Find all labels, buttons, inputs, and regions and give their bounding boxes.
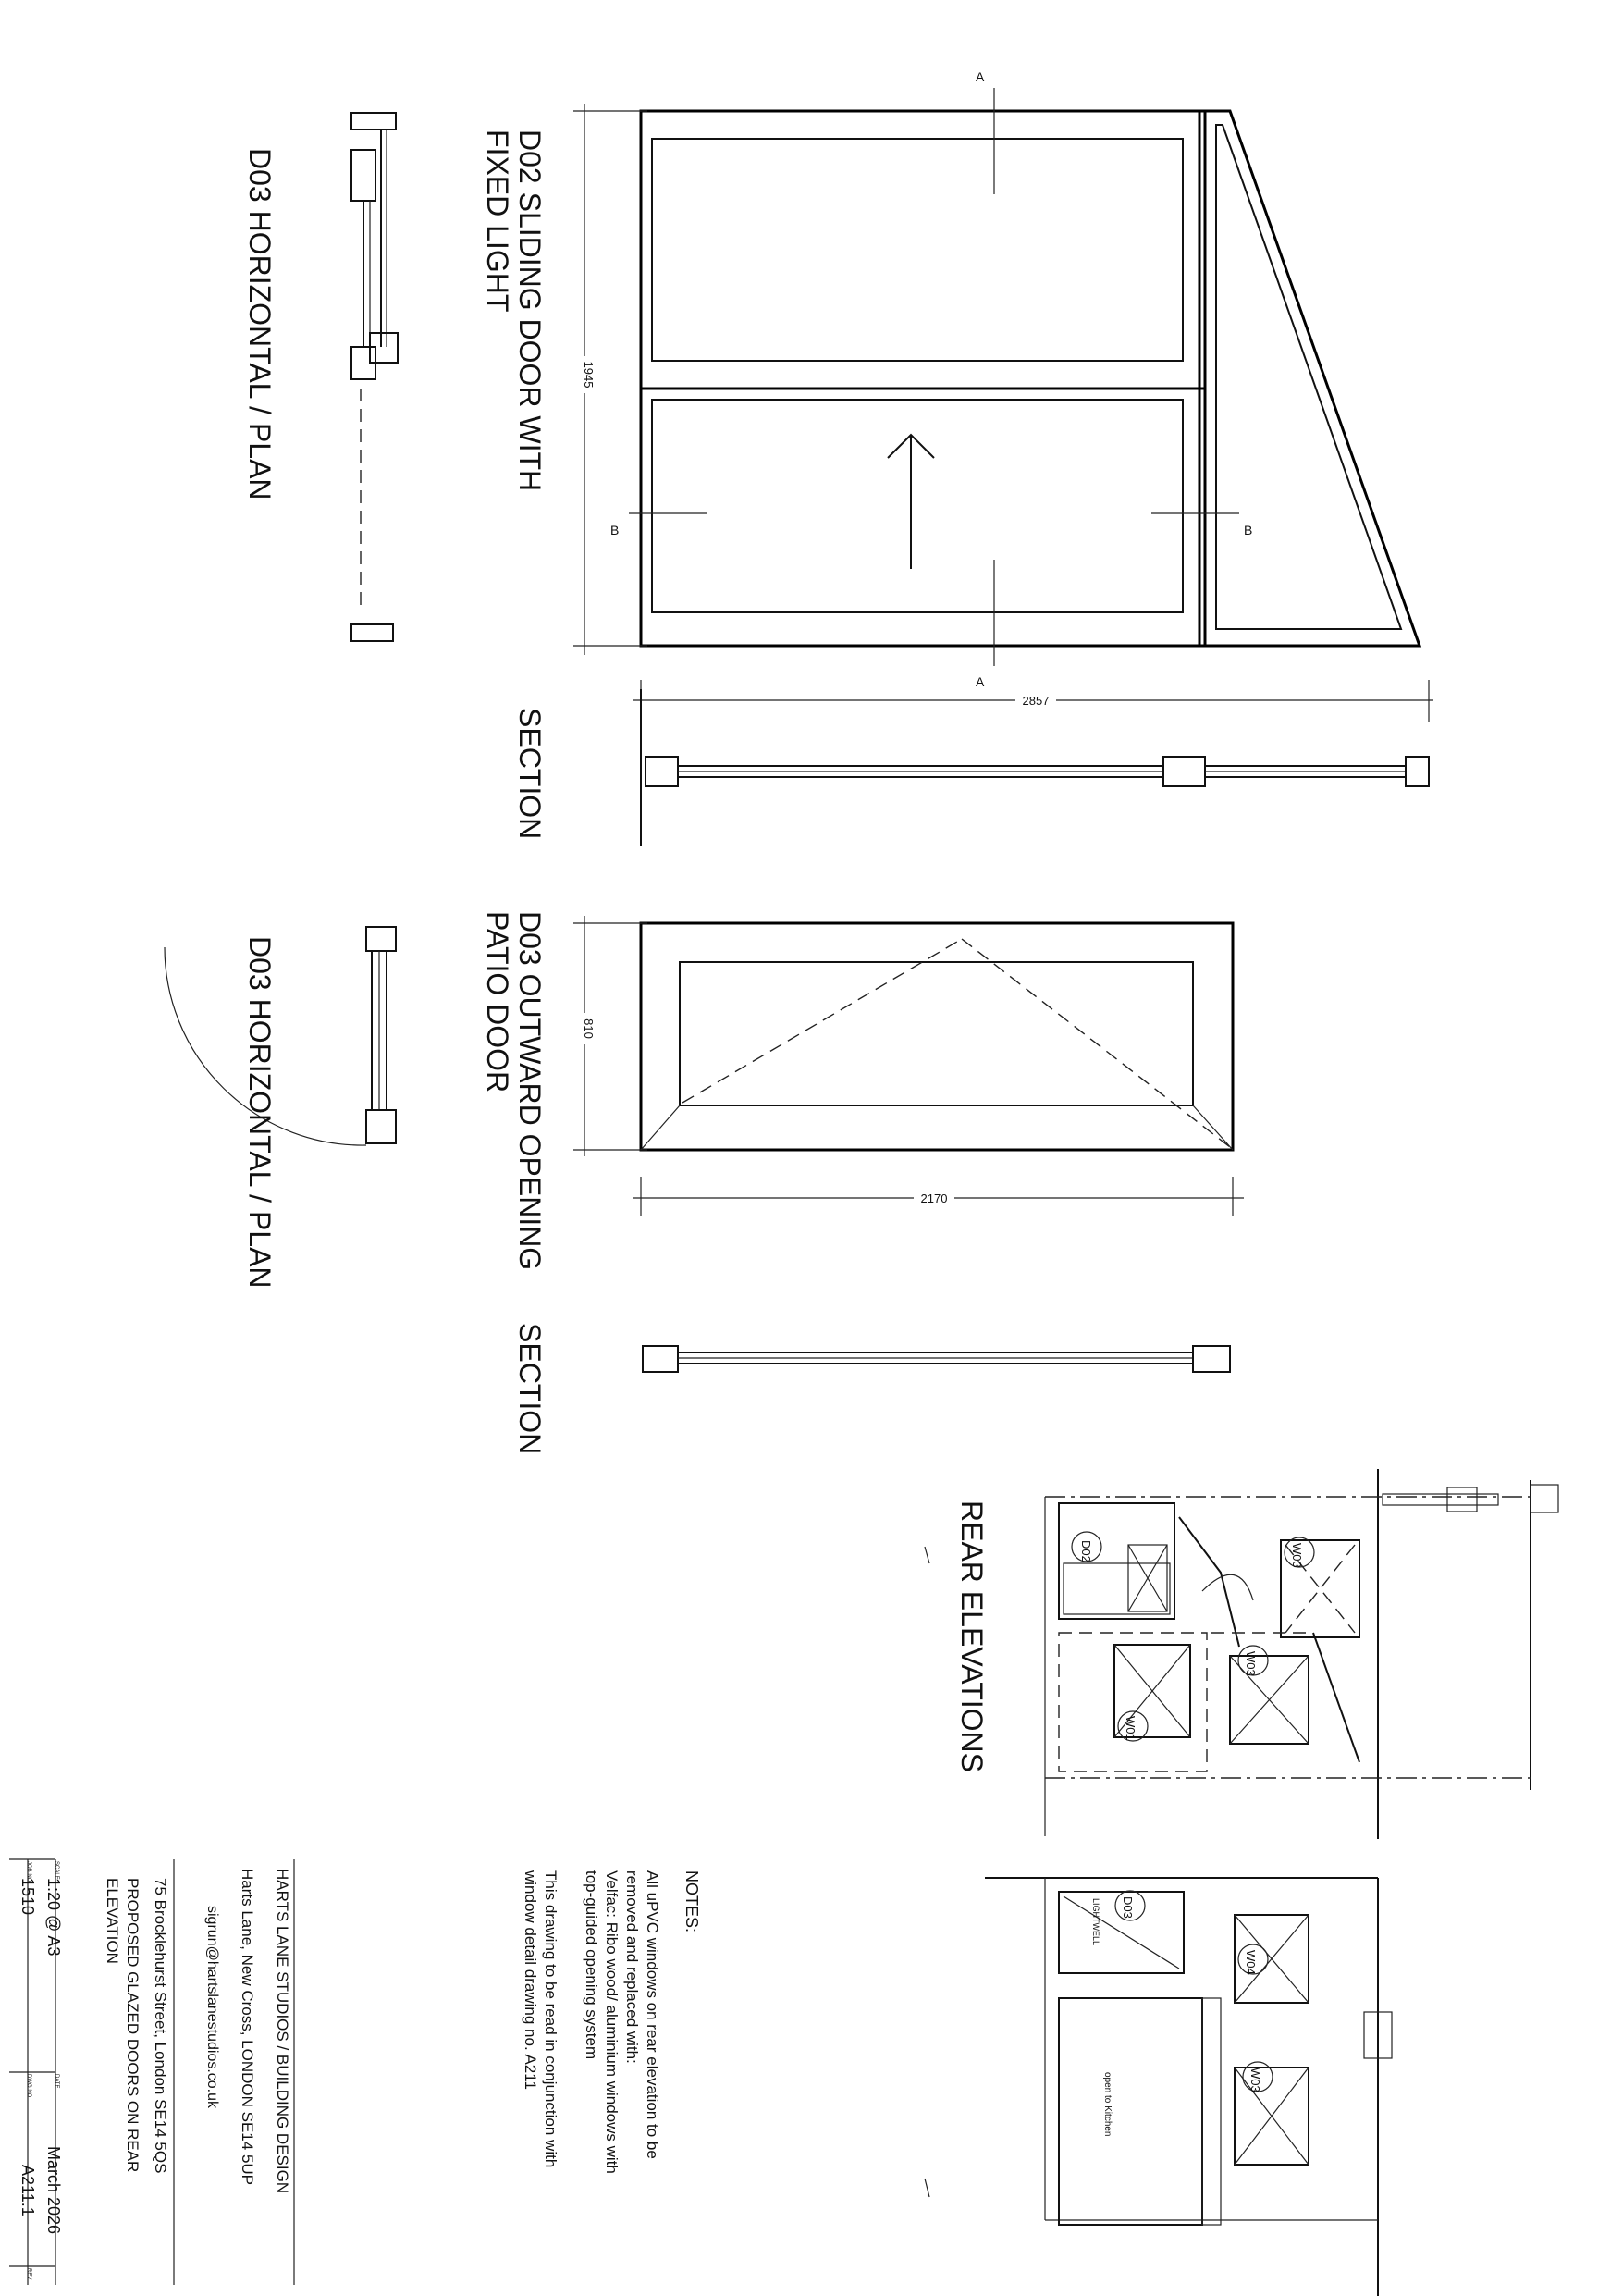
d03-width-label: 2170 [920,1191,948,1205]
section-b-marker-left: B [610,523,620,537]
notes-line-5: This drawing to be read in conjunction with [542,1870,559,2168]
rear-elevations-title: REAR ELEVATIONS [955,1500,989,1772]
d02-height-label: 1945 [582,361,596,389]
tag-d03: D03 [1121,1896,1135,1919]
tag-w03-c: W03 [1248,2068,1262,2092]
company-email: sigrun@hartslanestudios.co.uk [204,1906,220,2109]
company-name: HARTS LANE STUDIOS / BUILDING DESIGN [274,1869,291,2194]
d02-width-label: 2857 [1022,694,1050,708]
date-label: DATE [54,2074,59,2089]
rear-elevation-lower [925,1878,1392,2296]
tag-w03-b: W03 [1244,1651,1258,1676]
d03-plan-label: D03 HORIZONTAL / PLAN [243,936,277,1289]
d03-glass-pane [680,962,1193,1105]
job-number: 1510 [18,1878,37,1916]
d02-titles [243,130,547,839]
lightwell-label: LIGHTWELL [1091,1898,1100,1946]
d03-section [643,1346,1230,1372]
d02-sliding-pane [652,400,1183,612]
d03-outer-frame [641,923,1233,1150]
notes-block [522,1870,701,2174]
company-address: Harts Lane, New Cross, LONDON SE14 5UP [239,1869,256,2186]
d03-height-label: 810 [582,1018,596,1039]
d02-fixed-light-pane [652,139,1183,361]
scale-value: 1:20 @ A3 [44,1878,63,1957]
d02-section [641,689,1429,846]
kitchen-label: open to Kitchen [1102,2072,1113,2137]
notes-line-6: window detail drawing no. A211 [522,1870,539,2090]
d03-horizontal-plan [165,927,396,1145]
project-title-line2: ELEVATION [104,1878,121,1964]
tag-d02: D02 [1079,1540,1093,1562]
d02-raking-panel-glass [1216,125,1401,629]
d02-horizontal-plan [351,113,398,641]
d02-section-label: SECTION [513,708,547,840]
notes-heading: NOTES: [682,1870,701,1933]
tag-w01: W01 [1124,1716,1137,1741]
d03-titles [243,911,547,1454]
notes-line-1: All uPVC windows on rear elevation to be [644,1870,661,2159]
d03-opening-indicator-left [682,939,962,1103]
rear-elevation-upper [925,1469,1558,1839]
tag-w03-a: W03 [1290,1543,1304,1568]
notes-line-3: Velfac: Ribo wood/ aluminium windows with [603,1870,621,2174]
d02-plan-label: D03 HORIZONTAL / PLAN [243,148,277,500]
d02-title-line2: FIXED LIGHT [481,130,514,313]
dwg-number: A211.1 [18,2165,37,2216]
scale-label: SCALE [54,1861,59,1880]
section-a-marker-bottom: A [976,674,985,689]
d02-elevation [573,69,1433,722]
d03-elevation [573,916,1244,1216]
d03-title-line1: D03 OUTWARD OPENING [513,911,547,1271]
d02-outer-frame [641,111,1205,646]
job-label: JOB NO [26,1861,31,1882]
dwg-label: DWG NO [26,2074,31,2098]
d03-title-line2: PATIO DOOR [481,911,514,1093]
project-title-line1: PROPOSED GLAZED DOORS ON REAR [124,1878,141,2173]
d02-title-line1: D02 SLIDING DOOR WITH [513,130,547,492]
section-b-marker-right: B [1244,523,1253,537]
title-block [9,1859,294,2285]
d03-section-label: SECTION [513,1323,547,1455]
section-a-marker-top: A [976,69,985,84]
date-value: March 2026 [44,2146,63,2235]
site-address: 75 Brocklehurst Street, London SE14 5QS [152,1878,169,2174]
notes-line-4: top-guided opening system [583,1870,600,2060]
tag-w04: W04 [1244,1950,1258,1975]
notes-line-2: removed and replaced with: [623,1870,641,2064]
rev-label: REV [26,2268,31,2280]
d03-opening-indicator-right [962,939,1230,1147]
